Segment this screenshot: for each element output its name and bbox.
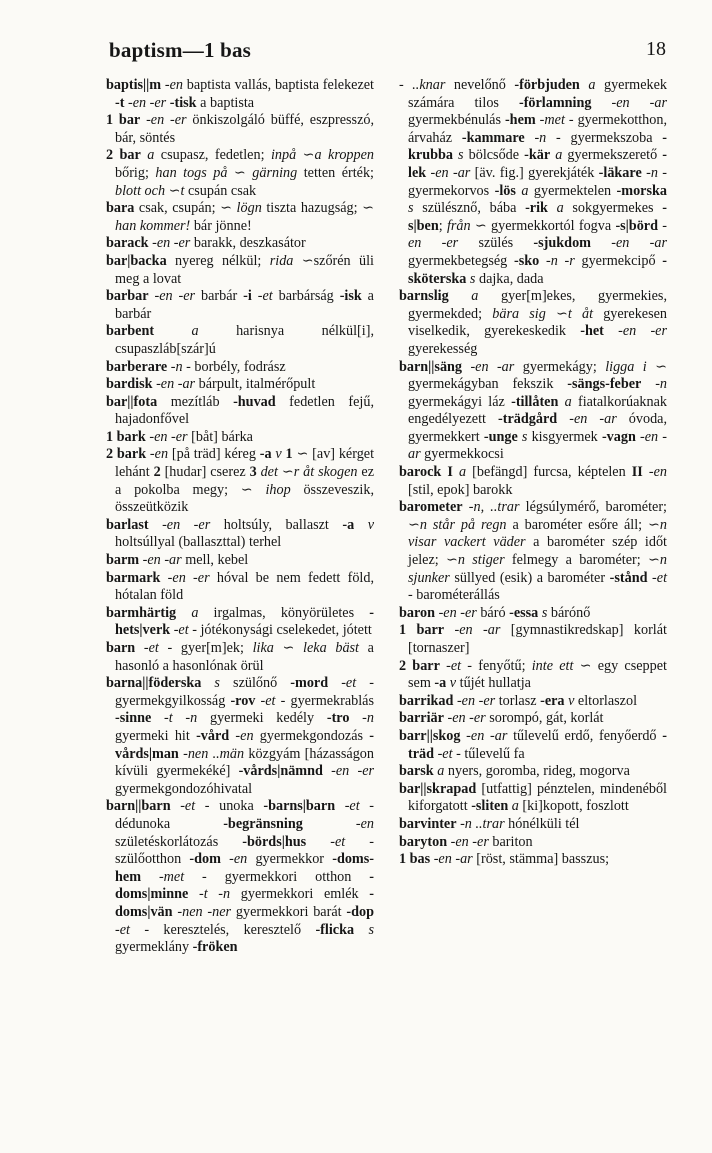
dictionary-entry: barock I a [befängd] furcsa, képtelen II -en [stil, epok] barokk <box>399 464 668 498</box>
right-column <box>399 77 667 869</box>
page-header <box>109 38 666 68</box>
dictionary-entry: 2 barr -et - fenyőtű; inte ett ∽ egy cseppet sem -a v tűjét hullatja <box>399 657 667 692</box>
dictionary-entry: barberare -n - borbély, fodrász <box>106 358 286 375</box>
left-column <box>106 77 374 957</box>
dictionary-entry: bardisk -en -ar bárpult, italmérőpult <box>106 376 316 393</box>
running-head: baptism—1 bas <box>109 38 252 62</box>
dictionary-entry: barriär -en -er sorompó, gát, korlát <box>399 710 604 727</box>
dictionary-entry: - ..knar nevelőnő -förbjuden a gyermekek számára tilos -förlamning -en -ar gyermekbénulás -hem -met - gyermekotthon, árvaház -kammare -n - gyermekszoba -krubba s bölcsőde -kär a gyermekszerető -lek -en -ar [äv. fig.] gyerekjáték -läkare -n - gyermekorvos -lös a gyermektelen -morska s szülésznő, bába -rik a sokgyermekes -s|ben; från ∽ gyermekkortól fogva -s|börd -en -er szülés -sjukdom -en -ar gyermekbetegség -sko -n -r gyermekcipő -sköterska s dajka, dada <box>399 77 668 287</box>
dictionary-entry: barn||barn -et - unoka -barns|barn -et - dédunoka -begränsning -en születéskorlátozás -börds|hus -et - szülőotthon -dom -en gyermekkor -doms-hem -met - gyermekkori otthon -doms|minne -t -n gyermekkori emlék -doms|vän -nen -ner gyermekkori barát -dop -et - keresztelés, keresztelő -flicka s gyermeklány -fröken <box>106 798 375 956</box>
dictionary-entry: barbent a harisnya nélkül[i], csupaszláb[szár]ú <box>106 323 374 357</box>
dictionary-entry: barna||föderska s szülőnő -mord -et - gyermekgyilkosság -rov -et - gyermekrablás -sinne -t -n gyermeki kedély -tro -n gyermeki hit -vård -en gyermekgondozás -vårds|man -nen ..män közgyám [házasságon kívüli gyermekéké] -vårds|nämnd -en -er gyermekgondozóhivatal <box>106 675 375 797</box>
dictionary-entry: barlast -en -er holtsúly, ballaszt -a v holtsúllyal (ballaszttal) terhel <box>106 516 375 551</box>
dictionary-entry: barmark -en -er hóval be nem fedett föld, hótalan föld <box>106 569 374 604</box>
dictionary-entry: barnslig a gyer[m]ekes, gyermekies, gyermekded; bära sig ∽t åt gyerekesen viselkedik, gyerekeskedik -het -en -er gyerekesség <box>399 288 668 357</box>
dictionary-entry: barm -en -ar mell, kebel <box>106 552 249 569</box>
page-number: 18 <box>646 38 666 60</box>
dictionary-entry: barvinter -n ..trar hónélküli tél <box>399 815 580 832</box>
dictionary-entry: barmhärtig a irgalmas, könyörületes -hets|verk -et - jótékonysági cselekedet, jótett <box>106 604 375 639</box>
dictionary-entry: barsk a nyers, goromba, rideg, mogorva <box>399 763 630 780</box>
dictionary-entry: barrikad -en -er torlasz -era v eltorlaszol <box>399 692 638 709</box>
dictionary-entry: baryton -en -er bariton <box>399 833 533 850</box>
dictionary-entry: barack -en -er barakk, deszkasátor <box>106 235 306 252</box>
dictionary-entry: barr||skog -en -ar tűlevelű erdő, fenyőerdő -träd -et - tűlevelű fa <box>399 727 667 762</box>
dictionary-entry: bara csak, csupán; ∽ lögn tiszta hazugság; ∽ han kommer! bár jönne! <box>106 200 374 234</box>
dictionary-entry: bar||fota mezítláb -huvad fedetlen fejű, hajadonfővel <box>106 393 374 428</box>
dictionary-entry: 1 bark -en -er [båt] bárka <box>106 428 253 445</box>
dictionary-entry: 2 bar a csupasz, fedetlen; inpå ∽a kroppen bőrig; han togs på ∽ gärning tetten érték; blott och ∽t csupán csak <box>106 147 374 199</box>
dictionary-entry: 2 bark -en [på träd] kéreg -a v 1 ∽ [av] kérget lehánt 2 [hudar] cserez 3 det ∽r åt skogen ez a pokolba megy; ∽ ihop összeveszik, összeütközik <box>106 446 375 516</box>
dictionary-entry: barbar -en -er barbár -i -et barbárság -isk a barbár <box>106 288 374 322</box>
dictionary-entry: baron -en -er báró -essa s bárónő <box>399 604 591 621</box>
dictionary-entry: barn||säng -en -ar gyermekágy; ligga i ∽ gyermekágyban fekszik -sängs-feber -n gyermekágyi láz -tillåten a fiatalkorúaknak engedélyezett -trädgård -en -ar óvoda, gyermekkert -unge s kisgyermek -vagn -en -ar gyermekkocsi <box>399 358 668 463</box>
dictionary-entry: baptis||m -en baptista vallás, baptista felekezet -t -en -er -tisk a baptista <box>106 77 374 111</box>
dictionary-entry: 1 bas -en -ar [röst, stämma] basszus; <box>399 851 610 868</box>
dictionary-entry: barometer -n, ..trar légsúlymérő, barométer; ∽n står på regn a barométer esőre áll; ∽n visar vackert väder a barométer szép időt jelez; ∽n stiger felmegy a barométer; ∽n sjunker süllyed (esik) a barométer -stånd -et - barométerállás <box>399 499 668 604</box>
dictionary-entry: barn -et - gyer[m]ek; lika ∽ leka bäst a hasonló a hasonlónak örül <box>106 640 374 674</box>
dictionary-entry: bar|backa nyereg nélkül; rida ∽szőrén üli meg a lovat <box>106 252 374 287</box>
dictionary-entry: bar||skrapad [utfattig] pénztelen, mindenéből kiforgatott -sliten a [ki]kopott, foszlott <box>399 780 667 815</box>
dictionary-entry: 1 bar -en -er önkiszolgáló büffé, eszpresszó, bár, söntés <box>106 112 375 146</box>
dictionary-entry: 1 barr -en -ar [gymnastikredskap] korlát [tornaszer] <box>399 622 667 656</box>
